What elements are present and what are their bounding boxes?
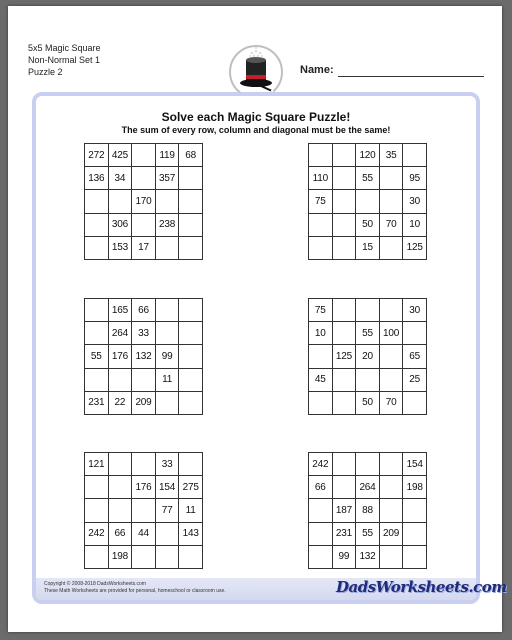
grid-cell[interactable] [356, 299, 380, 322]
grid-cell[interactable] [179, 167, 203, 190]
grid-cell[interactable] [179, 237, 203, 260]
grid-cell: 44 [132, 523, 156, 546]
grid-cell[interactable] [85, 546, 109, 569]
grid-cell: 35 [380, 144, 404, 167]
grid-cell: 66 [132, 299, 156, 322]
grid-cell[interactable] [309, 392, 333, 415]
grid-cell: 22 [109, 392, 133, 415]
grid-cell: 100 [380, 322, 404, 345]
grid-cell[interactable] [85, 322, 109, 345]
grid-cell: 99 [156, 345, 180, 368]
grid-cell[interactable] [380, 167, 404, 190]
grid-cell: 231 [85, 392, 109, 415]
grid-cell: 176 [109, 345, 133, 368]
grid-cell[interactable] [179, 453, 203, 476]
grid-cell: 125 [333, 345, 357, 368]
grid-cell: 120 [356, 144, 380, 167]
grid-cell[interactable] [85, 299, 109, 322]
grid-cell: 306 [109, 214, 133, 237]
grid-cell: 209 [380, 523, 404, 546]
grid-cell[interactable] [380, 345, 404, 368]
grid-cell: 10 [403, 214, 427, 237]
grid-cell[interactable] [333, 167, 357, 190]
grid-cell[interactable] [132, 546, 156, 569]
grid-cell: 264 [109, 322, 133, 345]
grid-cell: 154 [156, 476, 180, 499]
grid-cell[interactable] [85, 237, 109, 260]
grid-cell: 242 [85, 523, 109, 546]
grid-cell[interactable] [403, 546, 427, 569]
grid-cell: 11 [156, 369, 180, 392]
grid-cell: 198 [109, 546, 133, 569]
grid-cell[interactable] [380, 190, 404, 213]
grid-cell[interactable] [156, 546, 180, 569]
grid-cell[interactable] [132, 167, 156, 190]
grid-cell[interactable] [85, 190, 109, 213]
grid-cell[interactable] [309, 144, 333, 167]
grid-cell: 154 [403, 453, 427, 476]
grid-cell[interactable] [356, 453, 380, 476]
grid-cell[interactable] [380, 546, 404, 569]
grid-cell[interactable] [356, 190, 380, 213]
grid-cell: 99 [333, 546, 357, 569]
grid-cell[interactable] [179, 392, 203, 415]
grid-cell: 136 [85, 167, 109, 190]
grid-cell[interactable] [156, 190, 180, 213]
grid-cell: 242 [309, 453, 333, 476]
grid-cell[interactable] [403, 499, 427, 522]
grid-cell[interactable] [403, 322, 427, 345]
grid-cell: 20 [356, 345, 380, 368]
grid-cell: 15 [356, 237, 380, 260]
magic-square-grid [308, 298, 427, 415]
grid-cell: 88 [356, 499, 380, 522]
grid-cell: 132 [356, 546, 380, 569]
dadsworksheets-logo: DadsWorksheets.com [336, 578, 507, 596]
grid-cell[interactable] [309, 345, 333, 368]
grid-cell[interactable] [333, 190, 357, 213]
worksheet-type: 5x5 Magic Square [28, 43, 101, 53]
grid-cell: 10 [309, 322, 333, 345]
grid-cell[interactable] [179, 214, 203, 237]
grid-cell: 238 [156, 214, 180, 237]
grid-cell[interactable] [132, 369, 156, 392]
magic-square-grid [84, 143, 203, 260]
grid-cell: 50 [356, 392, 380, 415]
grid-cell[interactable] [179, 299, 203, 322]
grid-cell[interactable] [333, 369, 357, 392]
grid-cell: 33 [132, 322, 156, 345]
grid-cell: 70 [380, 214, 404, 237]
grid-cell: 153 [109, 237, 133, 260]
grid-cell: 209 [132, 392, 156, 415]
grid-cell[interactable] [333, 476, 357, 499]
name-field[interactable] [338, 76, 484, 77]
grid-cell: 119 [156, 144, 180, 167]
grid-cell: 170 [132, 190, 156, 213]
grid-cell[interactable] [333, 237, 357, 260]
grid-cell[interactable] [380, 453, 404, 476]
grid-cell: 55 [356, 322, 380, 345]
grid-cell[interactable] [309, 214, 333, 237]
instructions-subtitle: The sum of every row, column and diagonal must be the same! [121, 125, 391, 135]
grid-cell[interactable] [109, 476, 133, 499]
grid-cell[interactable] [309, 499, 333, 522]
grid-cell[interactable] [380, 299, 404, 322]
grid-cell[interactable] [109, 369, 133, 392]
grid-cell[interactable] [403, 523, 427, 546]
grid-cell[interactable] [156, 523, 180, 546]
grid-cell: 66 [309, 476, 333, 499]
grid-cell: 425 [109, 144, 133, 167]
grid-cell: 17 [132, 237, 156, 260]
grid-cell[interactable] [85, 499, 109, 522]
grid-cell[interactable] [109, 499, 133, 522]
grid-cell[interactable] [380, 237, 404, 260]
grid-cell[interactable] [156, 299, 180, 322]
grid-cell: 275 [179, 476, 203, 499]
grid-cell[interactable] [156, 237, 180, 260]
grid-cell: 55 [356, 523, 380, 546]
grid-cell: 11 [179, 499, 203, 522]
grid-cell[interactable] [179, 369, 203, 392]
grid-cell: 125 [403, 237, 427, 260]
grid-cell: 75 [309, 190, 333, 213]
grid-cell: 30 [403, 299, 427, 322]
grid-cell[interactable] [132, 214, 156, 237]
grid-cell: 357 [156, 167, 180, 190]
grid-cell[interactable] [356, 369, 380, 392]
grid-cell[interactable] [109, 453, 133, 476]
grid-cell[interactable] [380, 369, 404, 392]
grid-cell: 34 [109, 167, 133, 190]
grid-cell[interactable] [309, 546, 333, 569]
grid-cell[interactable] [179, 322, 203, 345]
grid-cell[interactable] [85, 369, 109, 392]
grid-cell[interactable] [380, 476, 404, 499]
grid-cell: 176 [132, 476, 156, 499]
grid-cell[interactable] [333, 453, 357, 476]
grid-cell[interactable] [179, 190, 203, 213]
grid-cell[interactable] [333, 299, 357, 322]
grid-cell[interactable] [380, 499, 404, 522]
grid-cell: 68 [179, 144, 203, 167]
grid-cell[interactable] [132, 453, 156, 476]
instructions-title: Solve each Magic Square Puzzle! [161, 110, 351, 124]
grid-cell[interactable] [156, 392, 180, 415]
grid-cell: 132 [132, 345, 156, 368]
grid-cell: 25 [403, 369, 427, 392]
grid-cell: 70 [380, 392, 404, 415]
grid-cell: 45 [309, 369, 333, 392]
magic-square-grid [308, 143, 427, 260]
grid-cell[interactable] [179, 546, 203, 569]
grid-cell[interactable] [309, 523, 333, 546]
grid-cell: 95 [403, 167, 427, 190]
grid-cell: 65 [403, 345, 427, 368]
grid-cell: 55 [356, 167, 380, 190]
grid-cell: 264 [356, 476, 380, 499]
magic-square-grid [308, 452, 427, 569]
grid-cell[interactable] [309, 237, 333, 260]
grid-cell: 231 [333, 523, 357, 546]
grid-cell: 121 [85, 453, 109, 476]
usage-note: These Math Worksheets are provided for personal, homeschool or classroom use. [44, 588, 226, 594]
grid-cell: 33 [156, 453, 180, 476]
magic-square-grid [84, 452, 203, 569]
grid-cell[interactable] [85, 476, 109, 499]
grid-cell[interactable] [333, 144, 357, 167]
grid-cell: 50 [356, 214, 380, 237]
grid-cell[interactable] [333, 322, 357, 345]
grid-cell[interactable] [179, 345, 203, 368]
grid-cell: 165 [109, 299, 133, 322]
grid-cell[interactable] [85, 214, 109, 237]
grid-cell: 66 [109, 523, 133, 546]
copyright [44, 581, 226, 595]
grid-cell: 77 [156, 499, 180, 522]
grid-cell: 110 [309, 167, 333, 190]
grid-cell: 30 [403, 190, 427, 213]
copyright-text: Copyright © 2008-2018 DadsWorksheets.com [44, 581, 146, 587]
grid-cell[interactable] [333, 214, 357, 237]
grid-cell: 272 [85, 144, 109, 167]
name-label: Name: [300, 64, 334, 76]
grid-cell: 75 [309, 299, 333, 322]
worksheet-puzzle-number: Puzzle 2 [28, 67, 63, 77]
grid-cell: 55 [85, 345, 109, 368]
worksheet-set: Non-Normal Set 1 [28, 55, 101, 65]
grid-cell[interactable] [333, 392, 357, 415]
grid-cell[interactable] [403, 392, 427, 415]
magic-square-grid [84, 298, 203, 415]
grid-cell[interactable] [109, 190, 133, 213]
grid-cell: 143 [179, 523, 203, 546]
grid-cell: 198 [403, 476, 427, 499]
grid-cell[interactable] [156, 322, 180, 345]
grid-cell[interactable] [132, 499, 156, 522]
worksheet-header [28, 42, 101, 78]
grid-cell: 187 [333, 499, 357, 522]
grid-cell[interactable] [132, 144, 156, 167]
grid-cell[interactable] [403, 144, 427, 167]
